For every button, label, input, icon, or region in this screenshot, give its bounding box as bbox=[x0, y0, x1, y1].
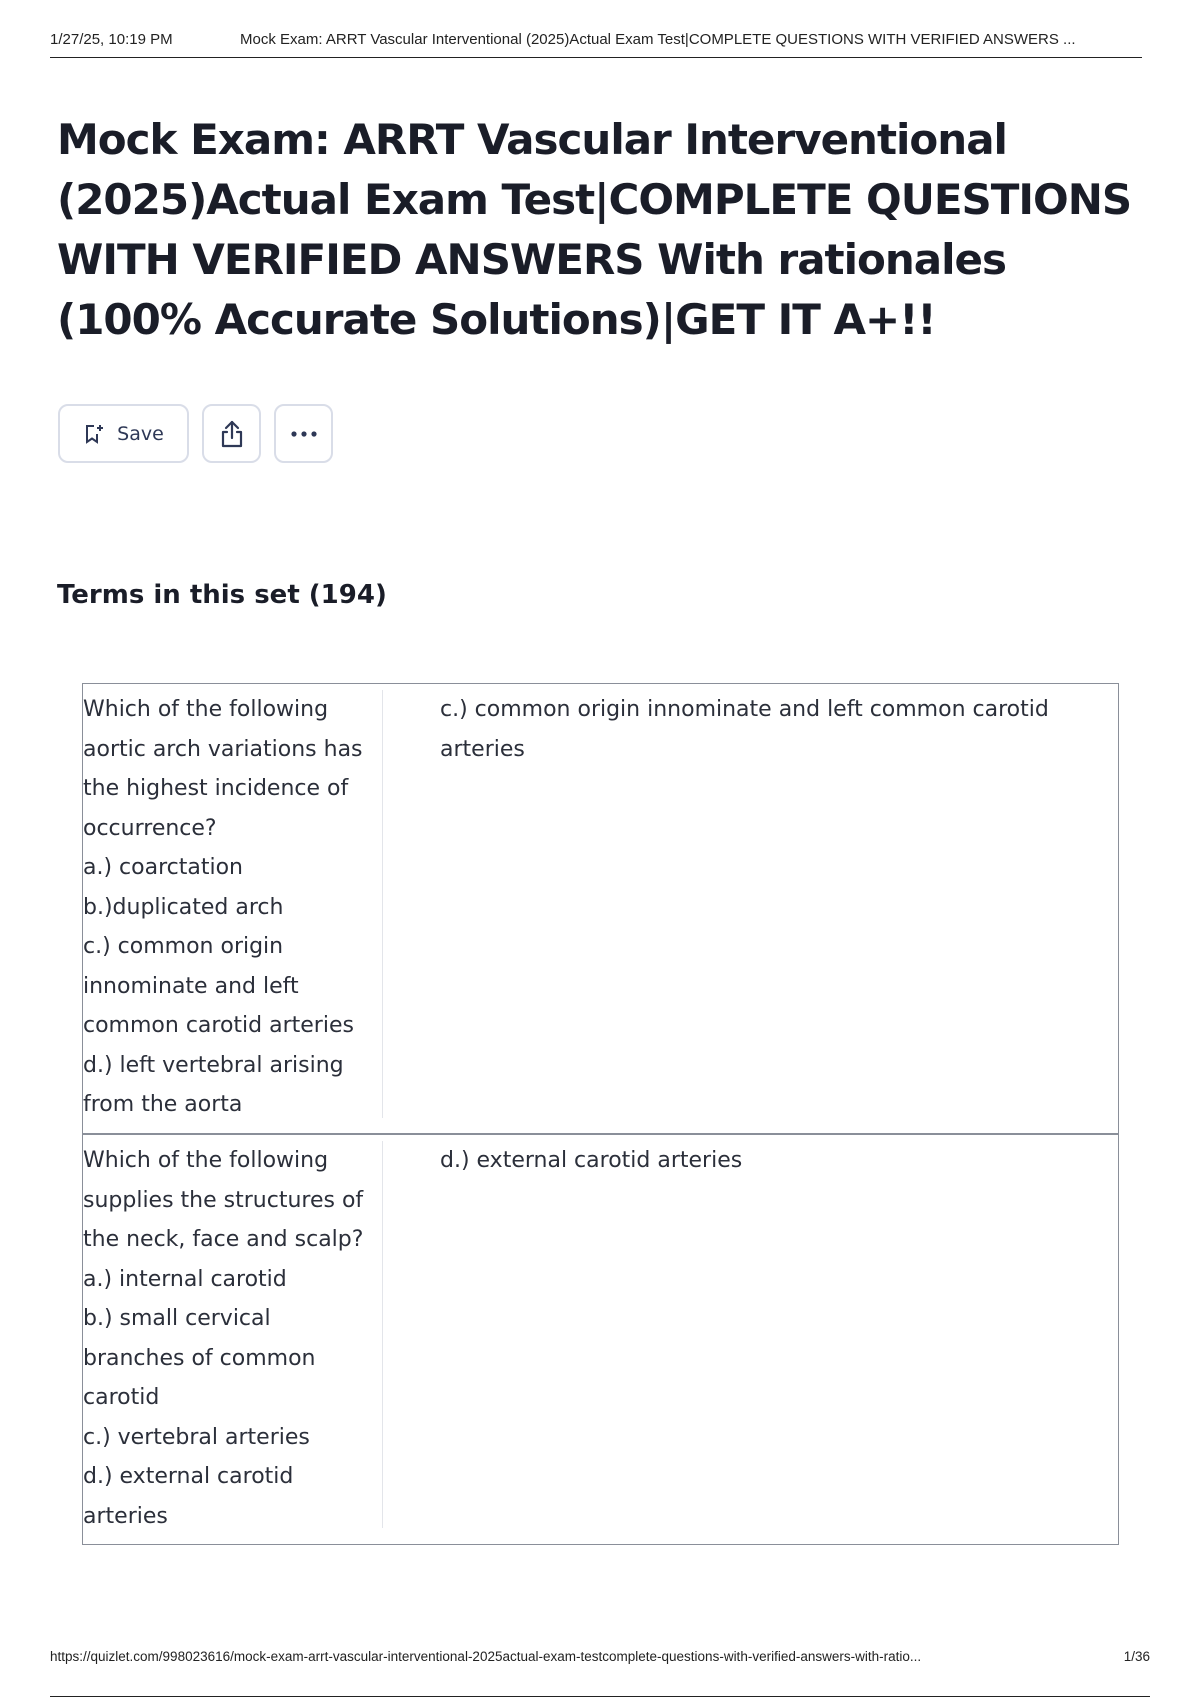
set-title: Mock Exam: ARRT Vascular Interventional (2025)Actual Exam Test|COMPLETE QUESTIONS WITH VERIFIED ANSWERS With rationales (100% Accurate Solutions)|GET IT A+!! bbox=[57, 115, 1132, 344]
print-header bbox=[50, 28, 1142, 58]
term-answer: d.) external carotid arteries bbox=[440, 1148, 743, 1173]
term-card bbox=[82, 683, 1119, 1135]
print-footer bbox=[50, 1645, 1150, 1697]
term-answer: c.) common origin innominate and left common carotid arteries bbox=[440, 697, 1049, 762]
set-actions bbox=[58, 404, 333, 463]
term-question: Which of the following supplies the structures of the neck, face and scalp? a.) internal carotid b.) small cervical branches of common carotid c.) vertebral arteries d.) external carotid arteries bbox=[83, 1141, 383, 1528]
terms-heading: Terms in this set (194) bbox=[57, 580, 387, 610]
save-label: Save bbox=[117, 422, 164, 445]
save-button[interactable] bbox=[58, 404, 189, 463]
print-date: 1/27/25, 10:19 PM bbox=[50, 31, 173, 48]
save-bookmark-icon bbox=[83, 423, 105, 445]
term-question: Which of the following aortic arch variations has the highest incidence of occurrence? a.) coarctation b.)duplicated arch c.) common origin innominate and left common carotid arteries d.) left vertebral arising from the aorta bbox=[83, 690, 383, 1118]
page-number: 1/36 bbox=[1123, 1649, 1150, 1664]
print-doc-title: Mock Exam: ARRT Vascular Interventional (2025)Actual Exam Test|COMPLETE QUESTIONS WITH VERIFIED ANSWERS ... bbox=[240, 31, 1076, 48]
term-card bbox=[82, 1133, 1119, 1545]
share-icon bbox=[218, 419, 246, 449]
share-button[interactable] bbox=[202, 404, 261, 463]
more-options-icon bbox=[290, 430, 318, 438]
more-options-button[interactable] bbox=[274, 404, 333, 463]
print-url: https://quizlet.com/998023616/mock-exam-arrt-vascular-interventional-2025actual-exam-testcomplete-questions-with-verified-answers-with-ratio... bbox=[50, 1649, 922, 1664]
